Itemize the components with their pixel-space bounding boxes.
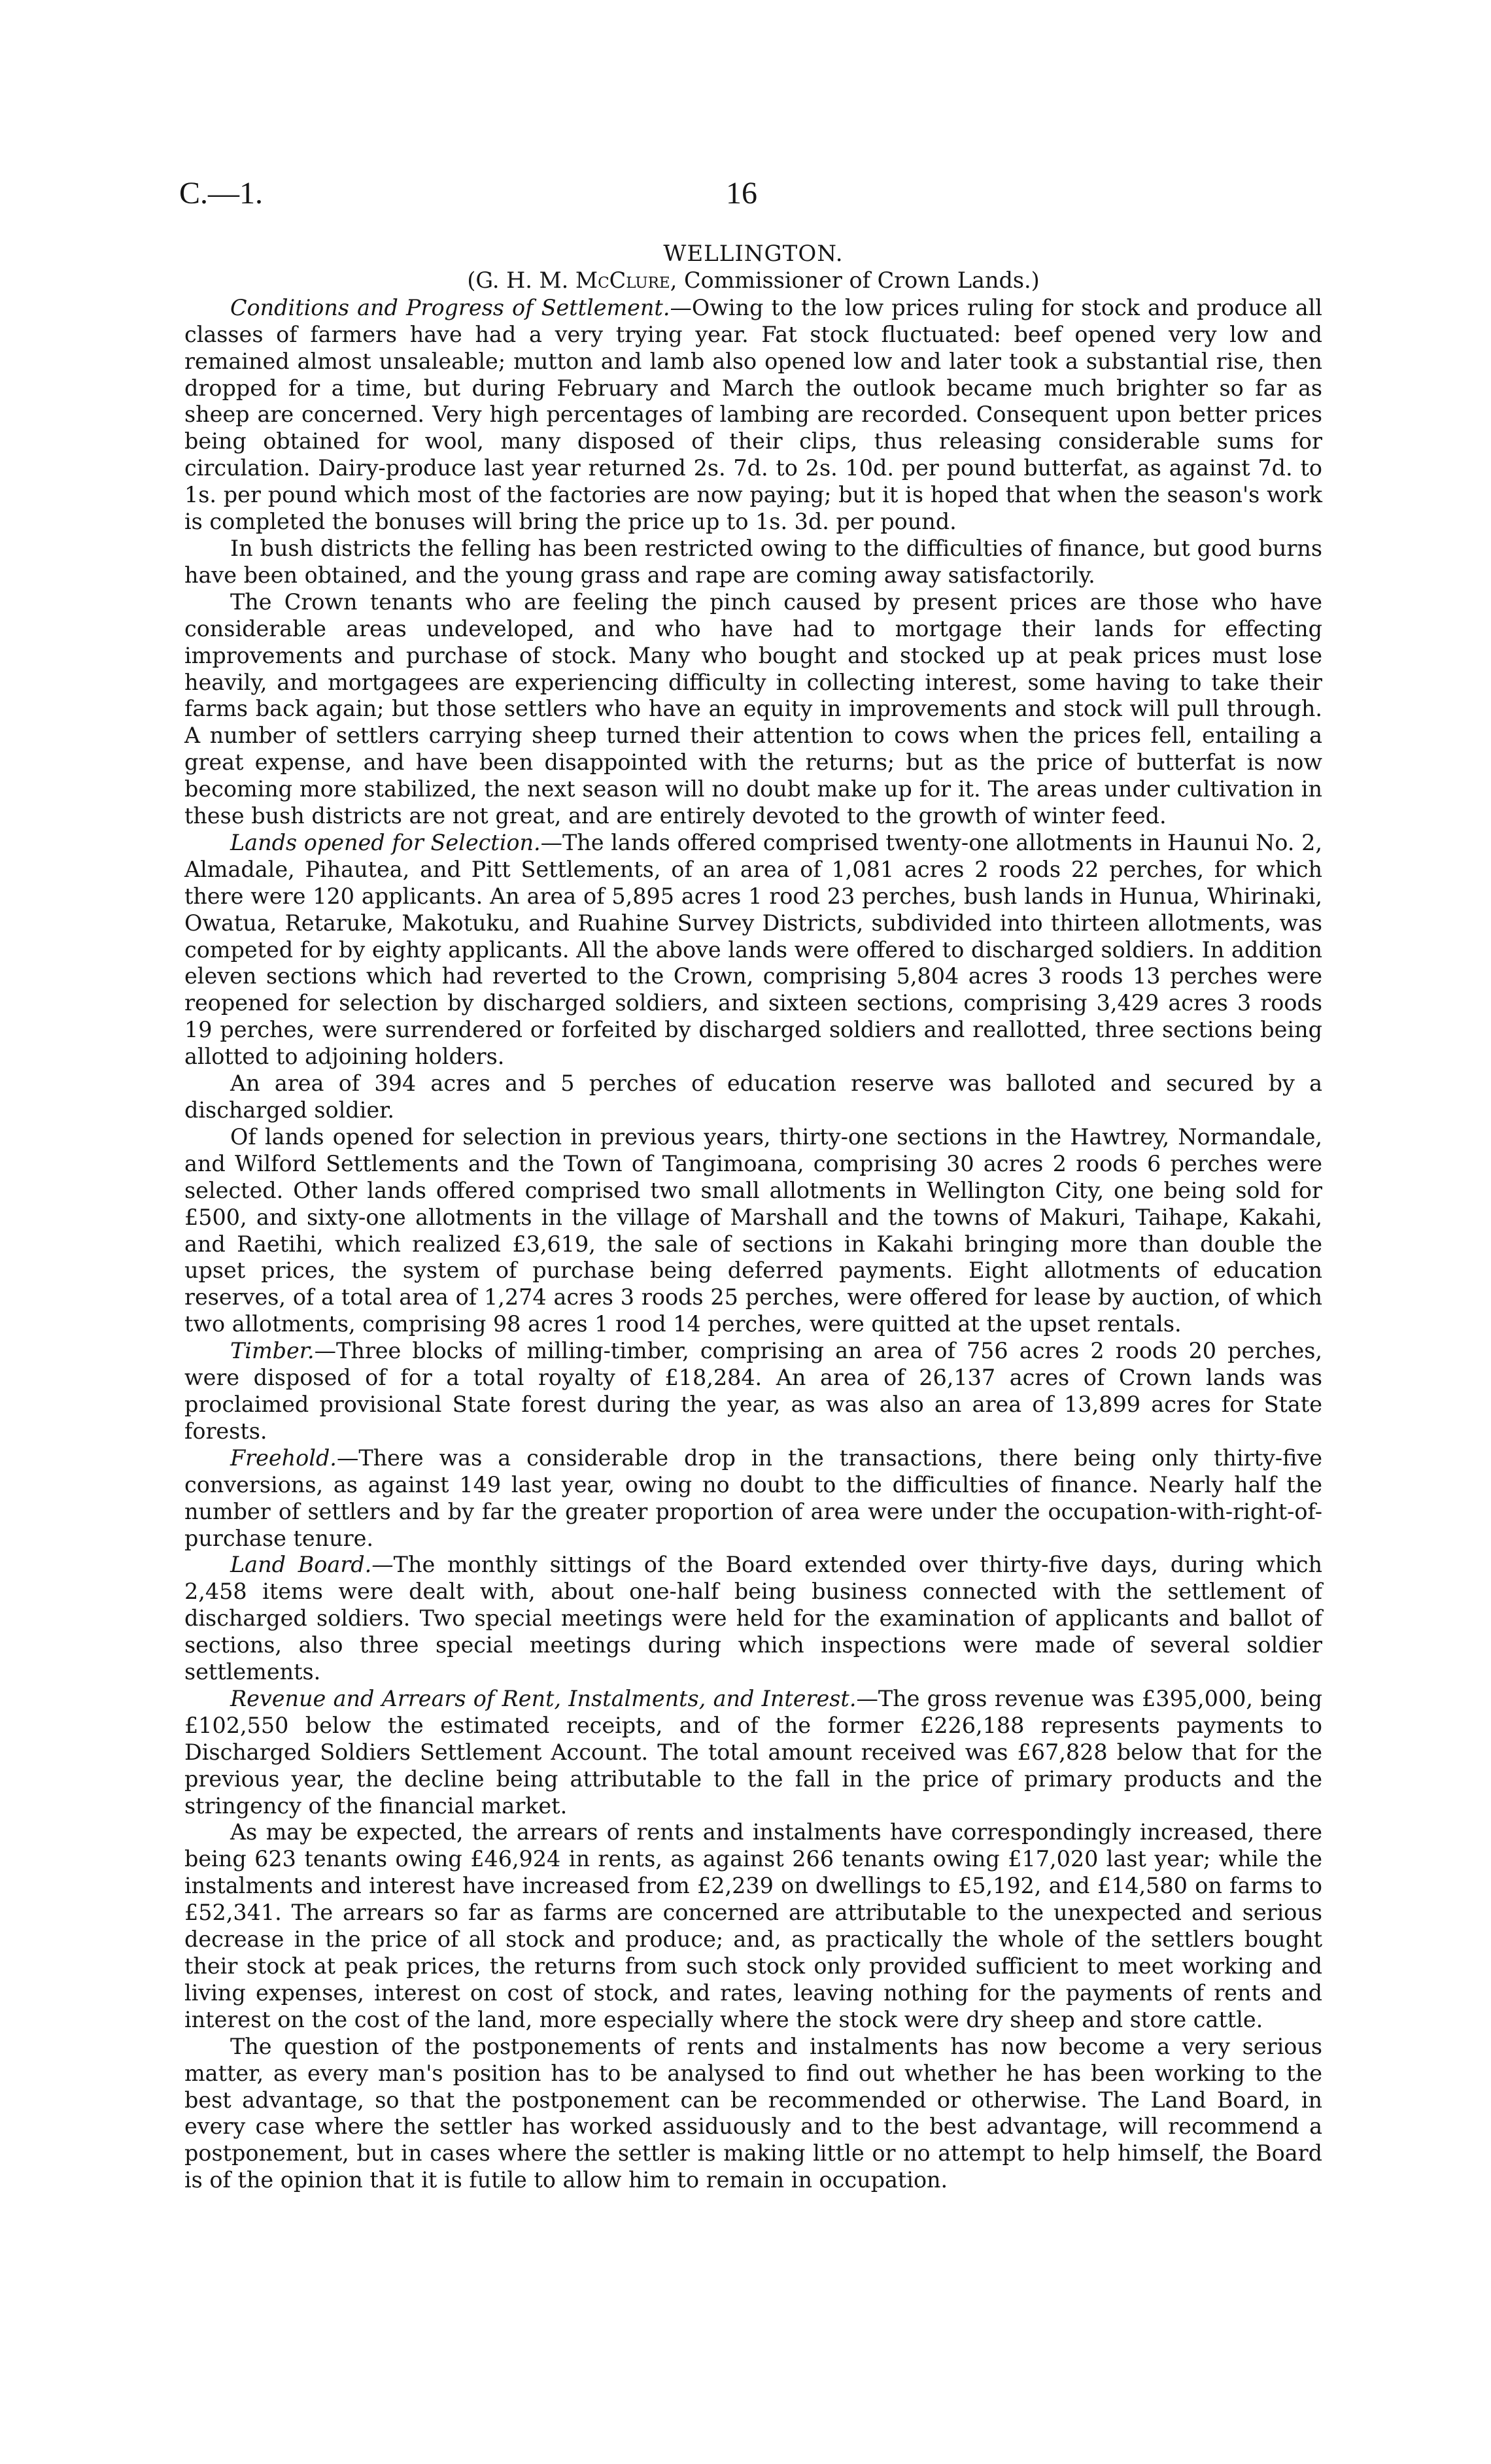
commissioner-line-open: (G. H. M.: [467, 267, 575, 293]
page-number: 16: [726, 176, 757, 211]
paragraph-postponements: [184, 2034, 1322, 2194]
paragraph-text: Of lands opened for selection in previous years, thirty-one sections in the Hawtrey, Normandale, and Wilford Settlements and the Town of Tangimoana, comprising 30 acres 2 roods 6 perches were selected. Other lands offered comprised two small allotments in Wellington City, one being sold for £500, and sixty-one allotments in the village of Marshall and the towns of Makuri, Taihape, Kakahi, and Raetihi, which realized £3,619, the sale of sections in Kakahi bringing more than double the upset prices, the system of purchase being deferred payments. Eight allotments of education reserves, of a total area of 1,274 acres 3 roods 25 perches, were offered for lease by auction, of which two allotments, comprising 98 acres 1 rood 14 perches, were quitted at the upset rentals.: [184, 1123, 1322, 1337]
paragraph-land-board: [184, 1552, 1322, 1686]
paragraph-crown-tenants: [184, 589, 1322, 830]
paragraph-arrears: [184, 1819, 1322, 2033]
paragraph-timber: [184, 1338, 1322, 1445]
report-body: [184, 241, 1322, 2194]
report-reference: C.—1.: [179, 176, 264, 211]
paragraph-previous-years: [184, 1124, 1322, 1338]
paragraph-text: An area of 394 acres and 5 perches of education reserve was balloted and secured by a discharged soldier.: [184, 1070, 1322, 1123]
paragraph-text: —The monthly sittings of the Board extended over thirty-five days, during which 2,458 items were dealt with, about one-half being business connected with the settlement of discharged soldiers. Two special meetings were held for the examination of applicants and ballot of sections, also three special meetings during which inspections were made of several soldier settlements.: [184, 1552, 1322, 1685]
paragraph-text: As may be expected, the arrears of rents and instalments have correspondingly increased, there being 623 tenants owing £46,924 in rents, as against 266 tenants owing £17,020 last year; while the instalments and interest have increased from £2,239 on dwellings to £5,192, and £14,580 on farms to £52,341. The arrears so far as farms are concerned are attributable to the unexpected and serious decrease in the price of all stock and produce; and, as practically the whole of the settlers bought their stock at peak prices, the returns from such stock only provided sufficient to meet working and living expenses, interest on cost of stock, and rates, leaving nothing for the payments of rents and interest on the cost of the land, more especially where the stock were dry sheep and store cattle.: [184, 1819, 1322, 2032]
paragraph-conditions: [184, 295, 1322, 536]
paragraph-text: —The lands offered comprised twenty-one allotments in Haunui No. 2, Almadale, Pihautea, and Pitt Settlements, of an area of 1,081 acres 2 roods 22 perches, for which there were 120 applicants. An area of 5,895 acres 1 rood 23 perches, bush lands in Hunua, Whirinaki, Owatua, Retaruke, Makotuku, and Ruahine Survey Districts, subdivided into thirteen allotments, was competed for by eighty applicants. All the above lands were offered to discharged soldiers. In addition eleven sections which had reverted to the Crown, comprising 5,804 acres 3 roods 13 perches were reopened for selection by discharged soldiers, and sixteen sections, comprising 3,429 acres 3 roods 19 perches, were surrendered or forfeited by discharged soldiers and reallotted, three sections being allotted to adjoining holders.: [184, 829, 1322, 1070]
paragraph-heading: Freehold.: [230, 1445, 337, 1471]
paragraph-lands-opened: [184, 830, 1322, 1070]
paragraph-bush-districts: [184, 536, 1322, 589]
paragraph-revenue: [184, 1686, 1322, 1820]
commissioner-line-rest: , Commissioner of Crown Lands.): [670, 267, 1040, 293]
commissioner-line: [184, 267, 1322, 294]
paragraph-heading: Timber.: [230, 1338, 315, 1364]
paragraph-heading: Conditions and Progress of Settlement.: [230, 294, 670, 320]
paragraph-text: The question of the postponements of rents and instalments has now become a very serious matter, as every man's position has to be analysed to find out whether he has been working to the best advantage, so that the postponement can be recommended or otherwise. The Land Board, in every case where the settler has worked assiduously and to the best advantage, will recommend a postponement, but in cases where the settler is making little or no attempt to help himself, the Board is of the opinion that it is futile to allow him to remain in occupation.: [184, 2033, 1322, 2193]
paragraph-text: The Crown tenants who are feeling the pinch caused by present prices are those who have considerable areas undeveloped, and who have had to mortgage their lands for effecting improvements and purchase of stock. Many who bought and stocked up at peak prices must lose heavily, and mortgagees are experiencing difficulty in collecting interest, some having to take their farms back again; but those settlers who have an equity in improvements and stock will pull through. A number of settlers carrying sheep turned their attention to cows when the prices fell, entailing a great expense, and have been disappointed with the returns; but as the price of butterfat is now becoming more stabilized, the next season will no doubt make up for it. The areas under cultivation in these bush districts are not great, and are entirely devoted to the growth of winter feed.: [184, 589, 1322, 829]
paragraph-text: —Three blocks of milling-timber, comprising an area of 756 acres 2 roods 20 perches, were disposed of for a total royalty of £18,284. An area of 26,137 acres of Crown lands was proclaimed provisional State forest during the year, as was also an area of 13,899 acres for State forests.: [184, 1338, 1322, 1444]
paragraph-heading: Lands opened for Selection.: [230, 829, 541, 855]
paragraph-text: In bush districts the felling has been restricted owing to the difficulties of finance, but good burns have been obtained, and the young grass and rape are coming away satisfactorily.: [184, 535, 1322, 588]
paragraph-text: —The gross revenue was £395,000, being £102,550 below the estimated receipts, and of the former £226,188 represents payments to Discharged Soldiers Settlement Account. The total amount received was £67,828 below that for the previous year, the decline being attributable to the fall in the price of primary products and the stringency of the financial market.: [184, 1685, 1322, 1819]
paragraph-text: —There was a considerable drop in the transactions, there being only thirty-five conversions, as against 149 last year, owing no doubt to the difficulties of finance. Nearly half the number of settlers and by far the greater proportion of area were under the occupation-with-right-of-purchase tenure.: [184, 1445, 1322, 1551]
section-title: WELLINGTON.: [663, 241, 844, 267]
paragraph-education-reserve: [184, 1070, 1322, 1124]
paragraph-heading: Revenue and Arrears of Rent, Instalments, and Interest.: [230, 1685, 857, 1711]
commissioner-name: McClure: [575, 267, 670, 293]
paragraph-text: —Owing to the low prices ruling for stock and produce all classes of farmers have had a very trying year. Fat stock fluctuated: beef opened very low and remained almost unsaleable; mutton and lamb also opened low and later took a substantial rise, then dropped for a time, but during February and March the outlook became much brighter so far as sheep are concerned. Very high percentages of lambing are recorded. Consequent upon better prices being obtained for wool, many disposed of their clips, thus releasing considerable sums for circulation. Dairy-produce last year returned 2s. 7d. to 2s. 10d. per pound butterfat, as against 7d. to 1s. per pound which most of the factories are now paying; but it is hoped that when the season's work is completed the bonuses will bring the price up to 1s. 3d. per pound.: [184, 294, 1322, 535]
paragraph-heading: Land Board.: [230, 1552, 372, 1578]
paragraph-freehold: [184, 1445, 1322, 1552]
